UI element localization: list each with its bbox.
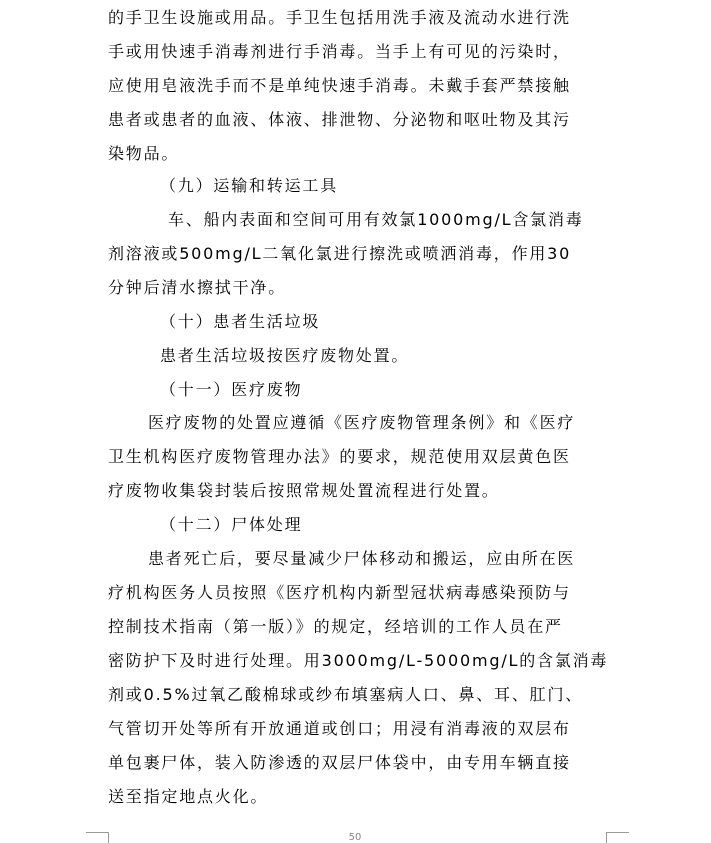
body-text-line: 手或用快速手消毒剂进行手消毒。当手上有可见的污染时， [108, 42, 571, 61]
body-text-line: 分钟后清水擦拭干净。 [108, 278, 287, 297]
body-text-line: 疗机构医务人员按照《医疗机构内新型冠状病毒感染预防与 [108, 583, 571, 602]
body-text-line: 染物品。 [108, 144, 180, 163]
body-text-line: 送至指定地点火化。 [108, 787, 269, 806]
body-text-line: 控制技术指南（第一版）》的规定，经培训的工作人员在严 [108, 617, 563, 636]
body-text-line: 车、船内表面和空间可用有效氯1000mg/L含氯消毒 [168, 210, 584, 229]
body-text-line: 卫生机构医疗废物管理办法》的要求，规范使用双层黄色医 [108, 447, 571, 466]
page-number: 50 [348, 832, 362, 843]
page-corner-mark-right [606, 832, 629, 843]
page-corner-mark-left [86, 832, 109, 843]
body-text-line: 患者生活垃圾按医疗废物处置。 [160, 346, 410, 365]
body-text-line: 患者或患者的血液、体液、排泄物、分泌物和呕吐物及其污 [108, 110, 571, 129]
section-heading-transport: （九）运输和转运工具 [160, 176, 339, 195]
body-text-line: 应使用皂液洗手而不是单纯快速手消毒。未戴手套严禁接触 [108, 76, 571, 95]
body-text-line: 密防护下及时进行处理。用3000mg/L-5000mg/L的含氯消毒 [108, 651, 609, 670]
body-text-line: 剂溶液或500mg/L二氧化氯进行擦洗或喷洒消毒，作用30 [108, 244, 572, 263]
body-text-line: 医疗废物的处置应遵循《医疗废物管理条例》和《医疗 [148, 413, 576, 432]
section-heading-patient-waste: （十）患者生活垃圾 [160, 312, 321, 331]
body-text-line: 剂或0.5%过氧乙酸棉球或纱布填塞病人口、鼻、耳、肛门、 [108, 685, 584, 704]
body-text-line: 疗废物收集袋封装后按照常规处置流程进行处置。 [108, 481, 500, 500]
body-text-line: 的手卫生设施或用品。手卫生包括用洗手液及流动水进行洗 [108, 8, 571, 27]
section-heading-medical-waste: （十一）医疗废物 [160, 380, 303, 399]
body-text-line: 气管切开处等所有开放通道或创口；用浸有消毒液的双层布 [108, 719, 571, 738]
body-text-line: 患者死亡后，要尽量减少尸体移动和搬运，应由所在医 [148, 549, 576, 568]
body-text-line: 单包裹尸体，装入防渗透的双层尸体袋中，由专用车辆直接 [108, 753, 571, 772]
section-heading-body-handling: （十二）尸体处理 [160, 515, 303, 534]
